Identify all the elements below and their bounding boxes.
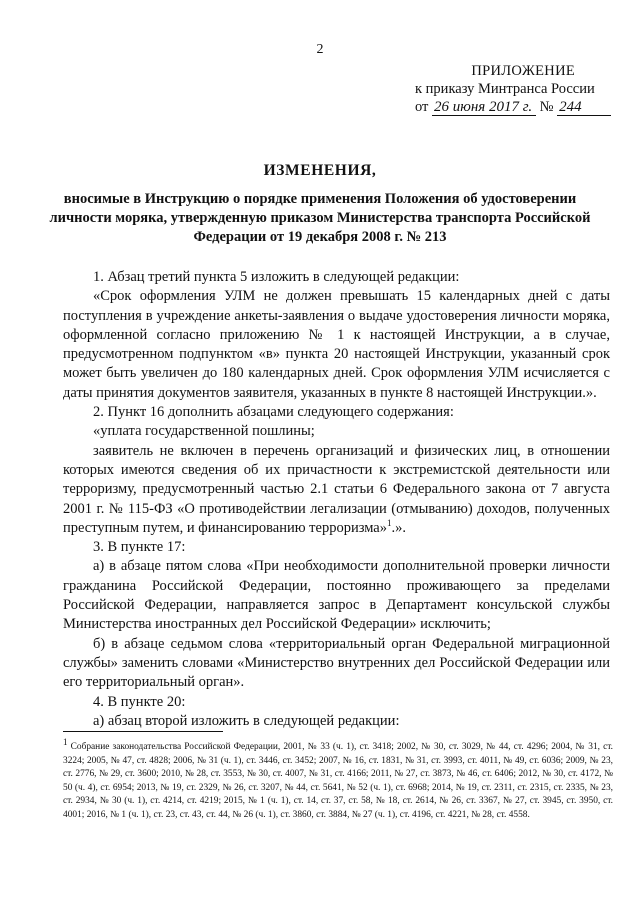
footnote-divider	[63, 731, 223, 732]
footnote-text	[63, 736, 613, 823]
number-label: №	[539, 99, 554, 115]
paragraph-quote-3-text: заявитель не включен в перечень организаций и физических лиц, в отношении которых имеются сведения об их причастности к экстремистской деятельности или терроризму, предусмотренный частью 2.1 статьи 6 Федерального закона от 7 августа 2001 г. № 115-ФЗ «О противодействии легализации (отмыванию) доходов, полученных преступным путем, и финансированию терроризма»	[63, 442, 610, 536]
heading-title: ИЗМЕНЕНИЯ,	[263, 162, 377, 179]
paragraph-quote-1: «Срок оформления УЛМ не должен превышать 15 календарных дней с даты поступления в учреждение анкеты-заявления о выдаче удостоверения личности моряка, оформленной согласно приложению № 1 к настоящей Инструкции, а в случае, предусмотренном подпунктом «в» пункта 20 настоящей Инструкции, указанный срок может быть увеличен до 180 календарных дней. Срок оформления УЛМ исчисляется с даты принятия документов заявителя, указанных в пункте 8 настоящей Инструкции.».	[63, 288, 610, 401]
footnote-marker: 1	[63, 736, 68, 747]
appendix-order-line: к приказу Минтранса России	[415, 81, 595, 97]
paragraph-item-2: 2. Пункт 16 дополнить абзацами следующего содержания:	[93, 404, 454, 421]
paragraph-item-1: 1. Абзац третий пункта 5 изложить в следующей редакции:	[93, 269, 460, 285]
document-body	[63, 268, 610, 731]
appendix-title: ПРИЛОЖЕНИЕ	[471, 63, 575, 79]
footnote-body: Собрание законодательства Российской Федерации, 2001, № 33 (ч. 1), ст. 3418; 2002, № 30, ст. 3029, № 44, ст. 4296; 2004, № 31, ст. 3224; 2005, № 47, ст. 4828; 2006, № 31 (ч. 1), ст. 3446, ст. 3452; 2007, № 16, ст. 1831, № 31, ст. 3993, ст. 4011, № 49, ст. 6036; 2009, № 23, ст. 2776, № 29, ст. 3600; 2010, № 28, ст. 3553, № 30, ст. 4007, № 31, ст. 4166; 2011, № 27, ст. 3873, № 46, ст. 6406; 2012, № 30, ст. 4172, № 50 (ч. 4), ст. 6954; 2013, № 19, ст. 2329, № 26, ст. 3207, № 44, ст. 5641, № 52 (ч. 1), ст. 6968; 2014, № 19, ст. 2311, ст. 2315, ст. 2335, № 23, ст. 2934, № 30 (ч. 1), ст. 4214, ст. 4219; 2015, № 1 (ч. 1), ст. 14, ст. 37, ст. 58, № 18, ст. 2614, № 26, ст. 3367, № 27, ст. 3945, ст. 3950, ст. 4001; 2016, № 1 (ч. 1), ст. 23, ст. 43, ст. 44, № 26 (ч. 1), ст. 3860, ст. 3884, № 27 (ч. 1), ст. 4196, ст. 4221, № 28, ст. 4558.	[63, 742, 613, 820]
paragraph-sub-b: б) в абзаце седьмом слова «территориальный орган Федеральной миграционной службы» заменить словами «Министерство внутренних дел Российской Федерации или его территориальный орган».	[63, 635, 610, 691]
footnote-block	[63, 736, 613, 823]
paragraph-item-3: 3. В пункте 17:	[93, 539, 186, 556]
paragraph-quote-2: «уплата государственной пошлины;	[93, 423, 315, 440]
paragraph-sub-a-2: а) абзац второй изложить в следующей редакции:	[93, 712, 400, 729]
page-number: 2	[316, 42, 324, 57]
date-prefix: от	[415, 99, 429, 115]
paragraph-sub-a: а) в абзаце пятом слова «При необходимости дополнительной проверки личности гражданина Российской Федерации, постоянно проживающего за пределами Российской Федерации, направляется запрос в Департамент консульской службы Министерства иностранных дел Российской Федерации» исключить;	[63, 558, 610, 633]
paragraph-item-4: 4. В пункте 20:	[93, 693, 186, 710]
appendix-block	[415, 62, 615, 116]
paragraph-quote-3	[63, 442, 610, 538]
handwritten-date: 26 июня 2017 г.	[432, 100, 536, 116]
footnote-reference: 1	[386, 518, 392, 529]
handwritten-number: 244	[557, 100, 611, 116]
appendix-date-line	[415, 98, 615, 116]
document-heading	[40, 162, 600, 247]
paragraph-quote-3-tail: .».	[391, 519, 406, 536]
heading-subtitle: вносимые в Инструкцию о порядке применения Положения об удостоверении личности моряка, утвержденную приказом Министерства транспорта Российской Федерации от 19 декабря 2008 г. № 213	[49, 191, 591, 245]
